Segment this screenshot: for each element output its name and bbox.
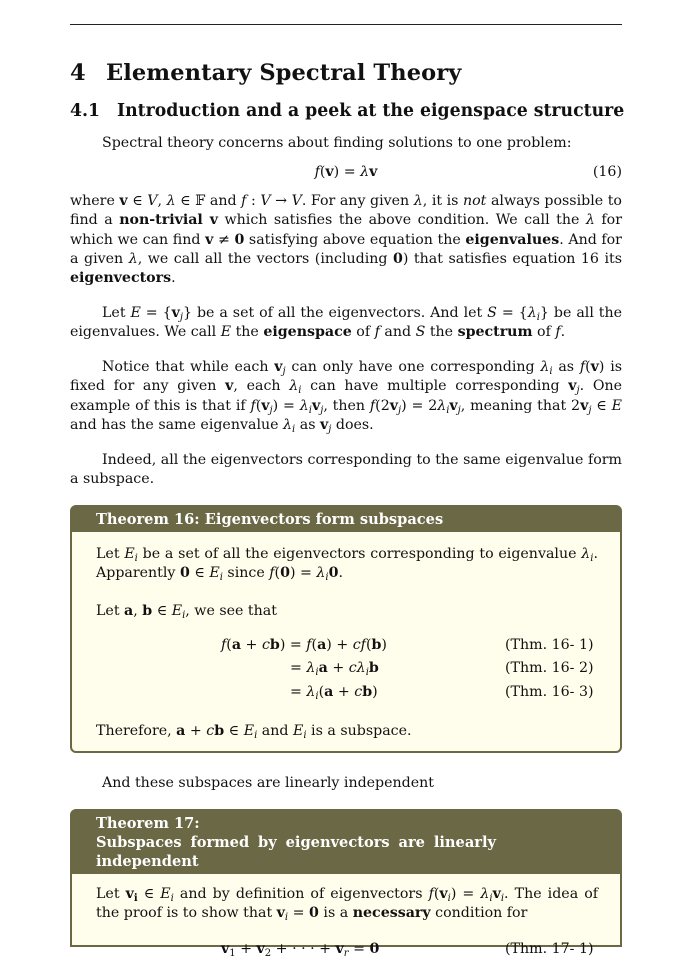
theorem-16-statement: Let $E_i$ be a set of all the eigenvectors corresponding to eigenvalue $\lambda_i$. Apparently 0 ∈ $E_i$ since $f(0) = \lambda_i0$. (96, 546, 598, 584)
theorem-16-conclusion: Therefore, a + cb ∈ $E_i$ and $E_i$ is a subspace. (96, 723, 412, 741)
header-rule (70, 24, 622, 25)
theorem-17-label: Theorem 17: (96, 815, 200, 832)
equation-16 (70, 164, 622, 184)
theorem-17-header (72, 811, 620, 874)
theorem-17-box (70, 809, 622, 959)
thm16-tag-2: (Thm. 16- 2) (505, 660, 594, 676)
subsection-number: 4.1 (70, 101, 101, 121)
theorem-16-header (72, 507, 620, 532)
thm17-tag-1: (Thm. 17- 1) (505, 941, 594, 957)
section-title: Elementary Spectral Theory (106, 60, 462, 86)
section-heading (70, 60, 461, 86)
paragraph-eigenspace: Let $E = \{v_j\}$ be a set of all the eigenvectors. And let $S = \{\lambda_i\}$ be all the eigenvalues. We call E the eigenspace of f and S the spectrum of f. (70, 305, 623, 341)
paragraph-multiplicity: Notice that while each $v_j$ can only have one corresponding $\lambda_i$ as f(v) is fixed for any given v, each $\lambda_i$ can have multiple corresponding $v_j$. One example of this is that if $f(v_j) = \lambda_iv_j$, then $f(2v_j) = 2\lambda_iv_j$, meaning that $2v_j$ ∈ E and has the same eigenvalue $\lambda_i$ as $v_j$ does. (70, 359, 623, 435)
intro-line: Spectral theory concerns about finding solutions to one problem: (102, 135, 572, 151)
subsection-heading (70, 101, 624, 121)
align-line-2: = $\lambda_ia + c\lambda_ib$ (290, 660, 379, 678)
equation-16-body: f(v) = λv (314, 164, 378, 180)
align-line-1: f(a + cb) = f(a) + cf(b) (221, 637, 387, 653)
theorem-16-box (70, 505, 622, 753)
between-text: And these subspaces are linearly independent (102, 775, 434, 791)
paragraph-eigenvalues: where v ∈ V, λ ∈ 𝔽 and f : V → V. For any given λ, it is not always possible to find a non-trivial v which satisfies the above condition. We call the λ for which we can find v ≠ 0 satisfying above equation the eigenvalues. And for a given λ, we call all the vectors (including 0) that satisfies equation 16 its eigenvectors. (70, 193, 622, 287)
theorem-16-let: Let a, b ∈ $E_i$, we see that (96, 603, 277, 621)
subsection-title: Introduction and a peek at the eigenspace structure (117, 101, 625, 121)
section-number: 4 (70, 60, 86, 86)
paragraph-subspace: Indeed, all the eigenvectors corresponding to the same eigenvalue form a subspace. (70, 452, 622, 488)
align-line-3: = $\lambda_i(a + cb)$ (290, 684, 378, 702)
equation-16-number: (16) (592, 164, 622, 180)
theorem-17-title: Subspaces formed by eigenvectors are linearly independent (96, 834, 496, 870)
theorem-17-statement: Let $v_i$ ∈ $E_i$ and by definition of eigenvectors $f(v_i) = \lambda_iv_i$. The idea of the proof is to show that $v_i = 0$ is a necessary condition for (96, 886, 599, 924)
theorem-16-title: Eigenvectors form subspaces (204, 511, 444, 528)
theorem-17-equation: $v_1 + v_2$ + · · · + $v_r = 0$ (221, 941, 380, 959)
theorem-16-label: Theorem 16: (96, 511, 200, 528)
thm16-tag-3: (Thm. 16- 3) (505, 684, 594, 700)
thm16-tag-1: (Thm. 16- 1) (505, 637, 594, 653)
